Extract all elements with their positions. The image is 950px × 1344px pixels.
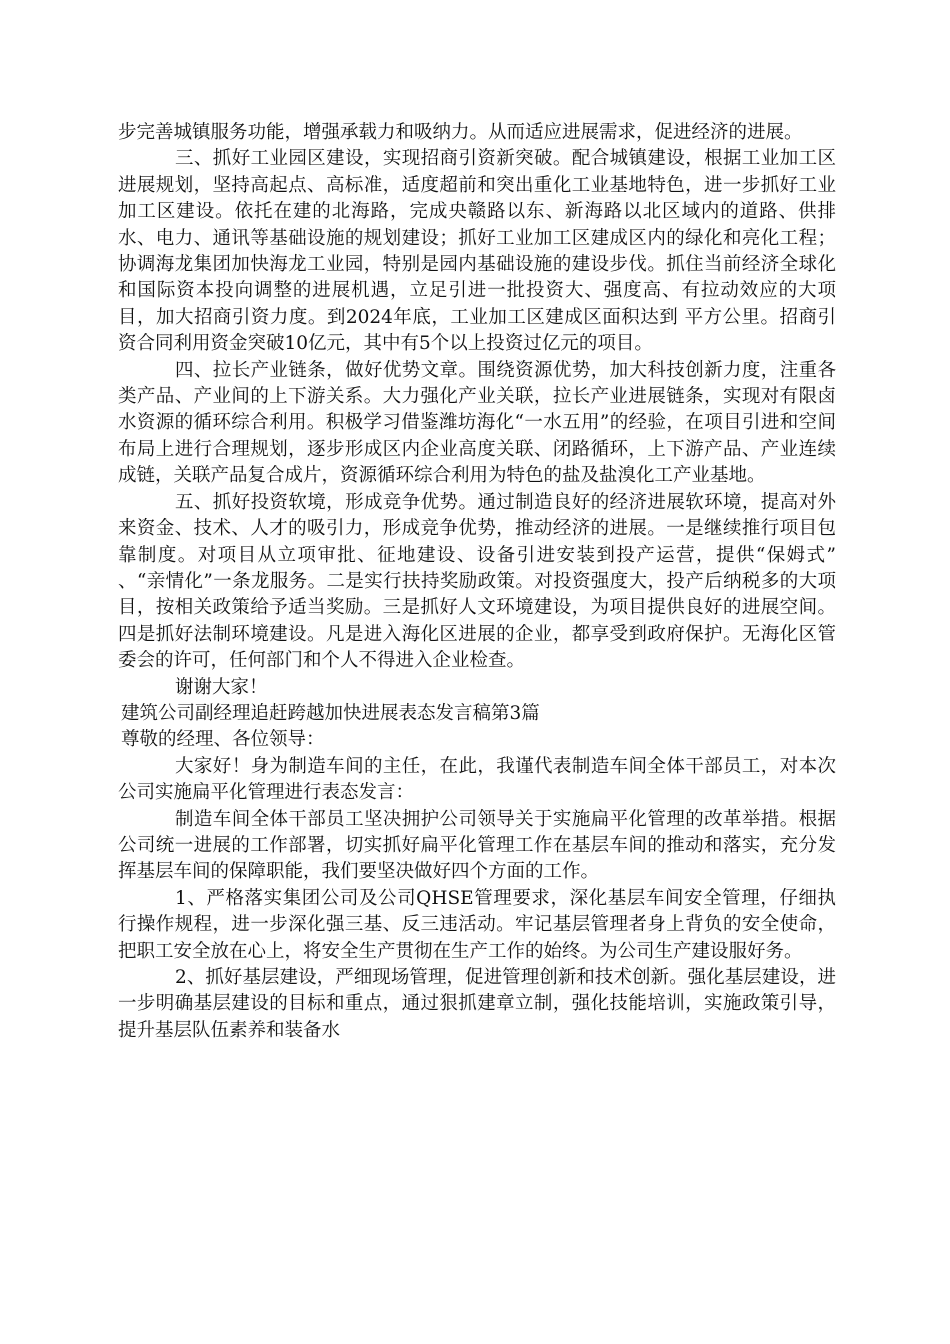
section-title: 建筑公司副经理追赶跨越加快进展表态发言稿第3篇: [121, 702, 540, 724]
paragraph-thanks: 谢谢大家！: [175, 676, 268, 698]
paragraph-investment-environment: 五、抓好投资软境，形成竞争优势。通过制造良好的经济进展软环境，提高对外来资金、技术、人才的吸引力，形成竞争优势，推动经济的进展。一是继续推行项目包靠制度。对项目从立项审批、征地建设、设备引进安装到投产运营，提供“保姆式” 、“亲情化”一条龙服务。二是实行扶持奖励政策。对投资强度大，投产后纳税多的大项目，按相关政策给予适当奖励。三是抓好人文环境建设，为项目提供良好的进展空间。四是抓好法制环境建设。凡是进入海化区进展的企业，都享受到政府保护。无海化区管委会的许可，任何部门和个人不得进入企业检查。: [118, 491, 836, 672]
paragraph-greeting: 大家好！身为制造车间的主任，在此，我谨代表制造车间全体干部员工，对本次公司实施扁平化管理进行表态发言：: [118, 755, 836, 804]
document-page: [118, 120, 836, 1044]
paragraph-industry-chain: 四、拉长产业链条，做好优势文章。围绕资源优势，加大科技创新力度，注重各类产品、产业间的上下游关系。大力强化产业关联，拉长产业进展链条，实现对有限卤水资源的循环综合利用。积极学习借鉴潍坊海化“一水五用”的经验，在项目引进和空间布局上进行合理规划，逐步形成区内企业高度关联、闭路循环，上下游产品、产业连续成链，关联产品复合成片，资源循环综合利用为特色的盐及盐溴化工产业基地。: [118, 359, 836, 487]
paragraph-item-2: 2、抓好基层建设，严细现场管理，促进管理创新和技术创新。强化基层建设，进一步明确基层建设的目标和重点，通过狠抓建章立制，强化技能培训，实施政策引导，提升基层队伍素养和装备水: [118, 967, 836, 1041]
paragraph-support-reform: 制造车间全体干部员工坚决拥护公司领导关于实施扁平化管理的改革举措。根据公司统一进展的工作部署，切实抓好扁平化管理工作在基层车间的推动和落实，充分发挥基层车间的保障职能，我们要坚决做好四个方面的工作。: [118, 808, 836, 883]
salutation: 尊敬的经理、各位领导：: [121, 729, 325, 751]
paragraph-item-1: 1、严格落实集团公司及公司QHSE管理要求，深化基层车间安全管理，仔细执行操作规程，进一步深化强三基、反三违活动。牢记基层管理者身上背负的安全使命，把职工安全放在心上，将安全生产贯彻在生产工作的始终。为公司生产建设服好务。: [118, 887, 836, 962]
paragraph-continuation: 步完善城镇服务功能，增强承载力和吸纳力。从而适应进展需求，促进经济的进展。: [118, 122, 803, 143]
paragraph-industrial-park: 三、抓好工业园区建设，实现招商引资新突破。配合城镇建设，根据工业加工区进展规划，坚持高起点、高标准，适度超前和突出重化工业基地特色，进一步抓好工业加工区建设。依托在建的北海路，完成央赣路以东、新海路以北区域内的道路、供排水、电力、通讯等基础设施的规划建设；抓好工业加工区建成区内的绿化和亮化工程；协调海龙集团加快海龙工业园，特别是园内基础设施的建设步伐。抓住当前经济全球化和国际资本投向调整的进展机遇，立足引进一批投资大、强度高、有拉动效应的大项目，加大招商引资力度。到2024年底，工业加工区建成区面积达到 平方公里。招商引资合同利用资金突破10亿元，其中有5个以上投资过亿元的项目。: [118, 148, 836, 355]
